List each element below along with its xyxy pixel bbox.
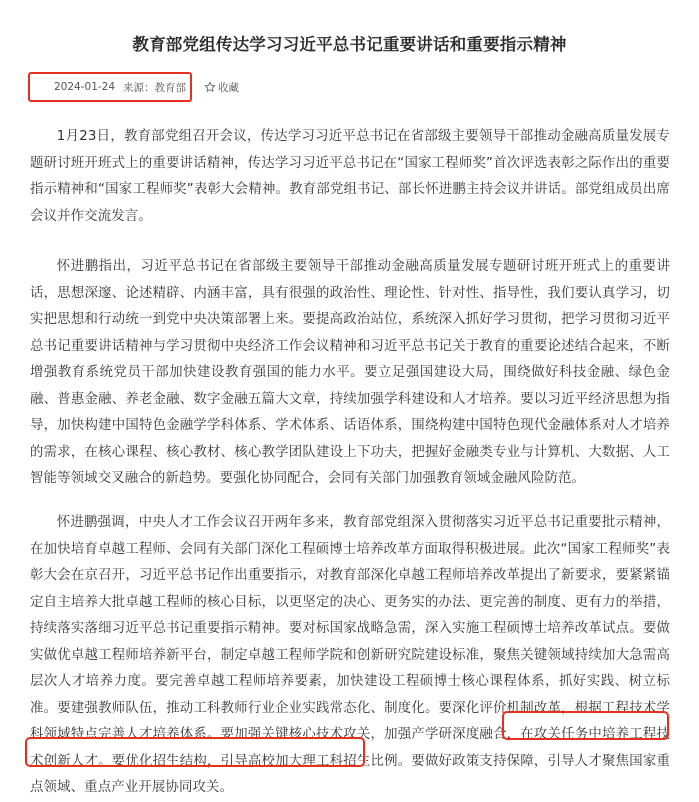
paragraph-3: 怀进鹏强调，中央人才工作会议召开两年多来，教育部党组深入贯彻落实习近平总书记重要批示精神，在加快培育卓越工程师、会同有关部门深化工程硕博士培养改革方面取得积极进展。此次“国家工程师奖”表彰大会在京召开，习近平总书记作出重要指示，对教育部深化卓越工程师培养改革提出了新要求，要紧紧锚定自主培养大批卓越工程师的核心目标，以更坚定的决心、更务实的办法、更完善的制度、更有力的举措，持续落实落细习近平总书记重要指示精神。要对标国家战略急需，深入实施工程硕博士培养改革试点。要做实做优卓越工程师培养新平台，制定卓越工程师学院和创新研究院建设标准，聚焦关键领域持续加大急需高层次人才培养力度。要完善卓越工程师培养要素，加快建设工程硕博士核心课程体系，抓好实践、树立标准。要建强教师队伍，推动工科教师行业企业实践常态化、制度化。要深化评价机制改革，根据工程技术学科领域特点完善人才培养体系。要加强关键核心技术攻关，加强产学研深度融合，在攻关任务中培养工程技术创新人才。要优化招生结构，引导高校加大理工科招生比例。要做好政策支持保障，引导人才聚焦国家重点领域、重点产业开展协同攻关。 xyxy=(30,515,670,795)
article-meta xyxy=(28,73,239,101)
article-source: 来源：教育部 xyxy=(123,81,187,94)
paragraph-1: 1月23日，教育部党组召开会议，传达学习习近平总书记在省部级主要领导干部推动金融高质量发展专题研讨班开班式上的重要讲话精神，传达学习习近平总书记在“国家工程师奖”首次评选表彰之际作出的重要指示精神和“国家工程师奖”表彰大会精神。教育部党组书记、部长怀进鹏主持会议并讲话。部党组成员出席会议并作交流发言。 xyxy=(30,129,670,224)
publish-date: 2024-01-24 xyxy=(54,81,116,93)
article-title: 教育部党组传达学习习近平总书记重要讲话和重要指示精神 xyxy=(132,35,567,54)
star-icon xyxy=(204,81,216,93)
favorite-button[interactable] xyxy=(204,80,239,95)
paragraph-2: 怀进鹏指出，习近平总书记在省部级主要领导干部推动金融高质量发展专题研讨班开班式上的重要讲话，思想深邃、论述精辟、内涵丰富，具有很强的政治性、理论性、针对性、指导性，我们要认真学习，切实把思想和行动统一到党中央决策部署上来。要提高政治站位，系统深入抓好学习贯彻，把学习贯彻习近平总书记重要讲话精神与学习贯彻中央经济工作会议精神和习近平总书记关于教育的重要论述结合起来，不断增强教育系统党员干部加快建设教育强国的能力水平。要立足强国建设大局，围绕做好科技金融、绿色金融、普惠金融、养老金融、数字金融五篇大文章，持续加强学科建设和人才培养。要以习近平经济思想为指导，加快构建中国特色金融学学科体系、学术体系、话语体系，围绕构建中国特色现代金融体系对人才培养的需求，在核心课程、核心教材、核心教学团队建设上下功夫，把握好金融类专业与计算机、大数据、人工智能等领域交叉融合的新趋势。要强化协同配合，会同有关部门加强教育领域金融风险防范。 xyxy=(30,259,670,486)
favorite-label: 收藏 xyxy=(218,81,240,94)
meta-highlight-box xyxy=(28,72,192,102)
